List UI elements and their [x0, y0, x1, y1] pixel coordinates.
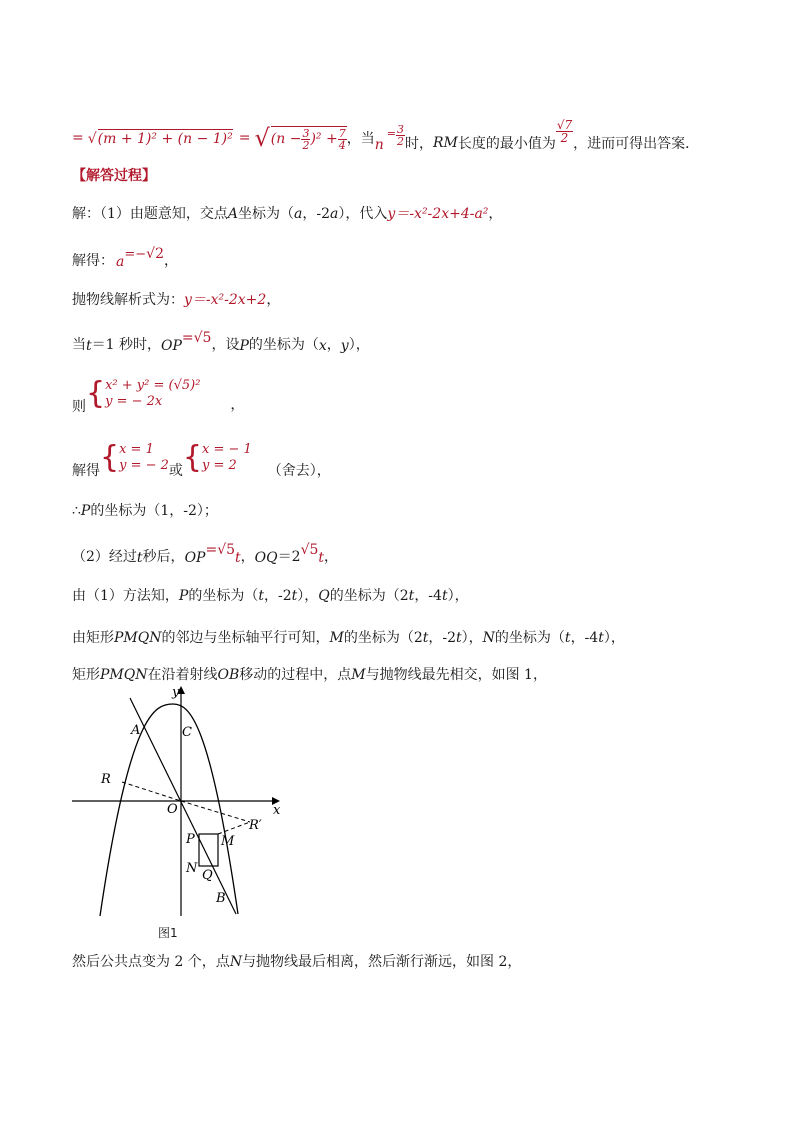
l4-sqrt2: √2: [146, 246, 164, 262]
sqrt-expr-1: √(m + 1)² + (n − 1)²: [87, 131, 233, 147]
l3-var-A: A: [227, 206, 239, 222]
l10-t2: t: [318, 550, 325, 566]
l10-var-OP: OP: [184, 550, 206, 566]
l13-var-M: M: [351, 667, 366, 683]
l12-text-e: ），: [461, 630, 483, 646]
text-min: 长度的最小值为: [457, 136, 556, 152]
label-O: O: [167, 802, 178, 817]
label-A: A: [131, 723, 141, 738]
sqrt-1-content: (m + 1)² + (n − 1)²: [97, 131, 233, 147]
l5-text-a: 抛物线解析式为：: [72, 292, 184, 308]
line-15: [72, 951, 521, 971]
l12-text-f: 的坐标为（: [494, 630, 565, 646]
sqrt-2-part-b: )² +: [310, 131, 338, 147]
line-3: [72, 203, 502, 223]
l3-text-c: ，-2: [302, 206, 331, 222]
line-9: [72, 500, 218, 520]
l8-text-c: （舍去），: [267, 463, 331, 479]
l12-t4: t: [598, 630, 604, 646]
l3-equation: y＝-x²-2x+4-a²: [387, 206, 489, 222]
l12-var-PMQN: PMQN: [114, 630, 162, 646]
l9-therefore: ∴: [72, 503, 81, 519]
l15-text-a: 然后公共点变为 2 个，点: [72, 954, 230, 970]
l7-row-1: x² + y² = (√5)²: [105, 378, 201, 393]
l7-text-a: 则: [72, 399, 86, 415]
l6-var-x: x: [318, 338, 327, 354]
figure-caption: 图1: [158, 926, 178, 940]
line-8: [72, 436, 331, 480]
l3-var-a: a: [294, 206, 303, 222]
l13-var-OB: OB: [217, 667, 240, 683]
l4-var-a: a: [116, 254, 125, 270]
l11-var-Q: Q: [318, 588, 330, 604]
l12-text-c: 的坐标为（2: [343, 630, 423, 646]
label-y: y: [172, 685, 180, 700]
l8-text-a: 解得: [72, 463, 100, 479]
l11-var-P: P: [178, 588, 189, 604]
text-dang: ，当: [346, 131, 375, 147]
l8-row-4: y = 2: [202, 458, 237, 473]
label-x: x: [273, 803, 281, 818]
l11-text-g: ），: [447, 588, 469, 604]
l15-text-b: 与抛物线最后相离，然后渐行渐远，如图 2，: [242, 954, 522, 970]
l13-text-b: 在沿着射线: [147, 667, 218, 683]
line-5: [72, 289, 280, 309]
l9-text-b: 的坐标为（1，-2）；: [90, 503, 218, 519]
equals-2: =: [238, 130, 251, 146]
l3-text-d: ），代入: [338, 206, 388, 222]
l11-text-c: ，-2: [263, 588, 292, 604]
l13-text-c: 移动的过程中，点: [239, 667, 352, 683]
l12-text-h: ），: [603, 630, 625, 646]
label-P: P: [186, 832, 195, 847]
l12-t2: t: [456, 630, 462, 646]
l11-t4: t: [441, 588, 448, 604]
l3-text-a: 解：（1）由题意知，交点: [72, 206, 228, 222]
l4-text-a: 解得：: [72, 253, 114, 269]
l8-system-1: [119, 442, 169, 474]
l6-text-b: ＝1 秒时，: [91, 337, 161, 353]
l6-var-y: y: [340, 338, 349, 354]
label-Rp: R′: [249, 818, 262, 833]
l12-text-b: 的邻边与坐标轴平行可知，: [161, 630, 330, 646]
label-N: N: [186, 861, 198, 876]
l11-t1: t: [258, 588, 264, 604]
l7-system: [105, 378, 200, 410]
l10-sqrt5-b: √5: [300, 542, 319, 558]
var-n: n: [374, 137, 384, 153]
l7-text-b: ，: [230, 397, 245, 413]
l11-text-b: 的坐标为（: [188, 588, 259, 604]
var-RM: RM: [432, 135, 458, 151]
l6-sqrt5: √5: [193, 330, 212, 346]
rectangle-PMQN: [199, 834, 218, 866]
label-C: C: [182, 725, 192, 740]
l6-text-c: ，设: [211, 337, 240, 353]
l6-var-t: t: [86, 338, 92, 354]
line-10: [72, 542, 339, 566]
label-B: B: [216, 891, 226, 906]
l6-text-e: ，: [326, 337, 341, 353]
dashed-O-Rp: [181, 801, 250, 822]
l6-eq: =: [181, 330, 194, 346]
l3-var-a2: a: [330, 206, 339, 222]
equals: =: [72, 130, 84, 146]
l11-text-f: ，-4: [414, 588, 442, 604]
l5-equation: y＝-x²-2x+2: [184, 292, 267, 308]
l11-text-d: ），: [297, 588, 319, 604]
l7-row-2: y = − 2x: [105, 394, 163, 409]
l7-brace: {: [86, 376, 106, 411]
l11-text-e: 的坐标为（2: [329, 588, 409, 604]
l5-text-c: ，: [266, 292, 281, 308]
l8-system-2: [202, 442, 252, 474]
l3-text-b: 坐标为（: [238, 206, 295, 222]
line-6: [72, 330, 370, 354]
line-11: [72, 585, 469, 605]
l12-text-d: ，-2: [428, 630, 457, 646]
l12-text-g: ，-4: [570, 630, 599, 646]
l12-t3: t: [564, 630, 571, 646]
line-7: [72, 372, 244, 416]
line-13: [72, 664, 547, 684]
sqrt-2-part-a: (n −: [270, 131, 302, 147]
l13-text-a: 矩形: [72, 667, 100, 683]
frac-3-2-den: 2: [302, 138, 310, 152]
label-Q: Q: [202, 868, 213, 883]
frac-7-4-num: 7: [338, 126, 346, 140]
l10-text-d: ，: [324, 549, 339, 565]
min-num: √7: [556, 117, 573, 132]
l8-text-or: 或: [168, 463, 183, 479]
l8-row-1: x = 1: [119, 442, 154, 457]
l8-row-3: x = − 1: [202, 442, 252, 457]
n-equals: =: [386, 126, 396, 140]
text-tail: ，进而可得出答案．: [573, 136, 700, 152]
l15-var-N: N: [229, 954, 243, 970]
l11-t3: t: [408, 588, 415, 604]
frac-3-2-num: 3: [302, 126, 310, 140]
text-shi: 时，: [404, 136, 433, 152]
label-M: M: [221, 834, 235, 849]
l6-text-d: 的坐标为（: [248, 337, 319, 353]
figure-1: [60, 682, 300, 922]
line-1: [72, 116, 699, 160]
l10-var-t: t: [136, 550, 143, 566]
solution-header: 【解答过程】: [72, 168, 156, 184]
min-den: 2: [560, 130, 569, 145]
l11-t2: t: [291, 588, 298, 604]
line-4: [72, 246, 178, 270]
l13-var-PMQN: PMQN: [100, 667, 148, 683]
l8-brace-1: {: [100, 440, 120, 475]
l10-sqrt5: √5: [217, 542, 236, 558]
l12-t1: t: [422, 630, 429, 646]
l3-text-e: ，: [488, 206, 503, 222]
l10-var-OQ: OQ: [254, 550, 278, 566]
l10-t1: t: [235, 550, 241, 566]
l10-eq2: ＝2: [277, 549, 301, 565]
l10-text-a: （2）经过: [72, 549, 137, 565]
l12-var-M: M: [329, 630, 344, 646]
label-R: R: [101, 772, 111, 787]
l4-eq: =−: [124, 247, 147, 262]
l6-var-OP: OP: [161, 338, 182, 354]
l9-var-P: P: [80, 503, 91, 519]
sqrt-expr-2: √ (n − $\frac{3}{2}$ )² + $\frac{7}{4}$: [254, 124, 346, 152]
l6-var-P: P: [239, 338, 249, 354]
l12-text-a: 由矩形: [72, 630, 114, 646]
line-12: [72, 627, 625, 647]
frac-n-num: 3: [396, 122, 404, 136]
l13-text-d: 与抛物线最先相交，如图 1，: [365, 667, 547, 683]
l11-text-a: 由（1）方法知，: [72, 588, 179, 604]
l12-var-N: N: [482, 630, 495, 646]
l10-text-b: 秒后，: [142, 549, 185, 565]
l6-text-a: 当: [72, 337, 86, 353]
l8-brace-2: {: [182, 440, 202, 475]
l10-eq: =: [205, 542, 218, 558]
frac-7-4-den: 4: [338, 138, 346, 152]
frac-n-den: 2: [396, 134, 404, 148]
l10-text-c: ，: [240, 549, 255, 565]
l4-text-e: ，: [163, 253, 178, 269]
l6-text-f: ），: [348, 337, 370, 353]
l8-row-2: y = − 2: [119, 458, 169, 473]
